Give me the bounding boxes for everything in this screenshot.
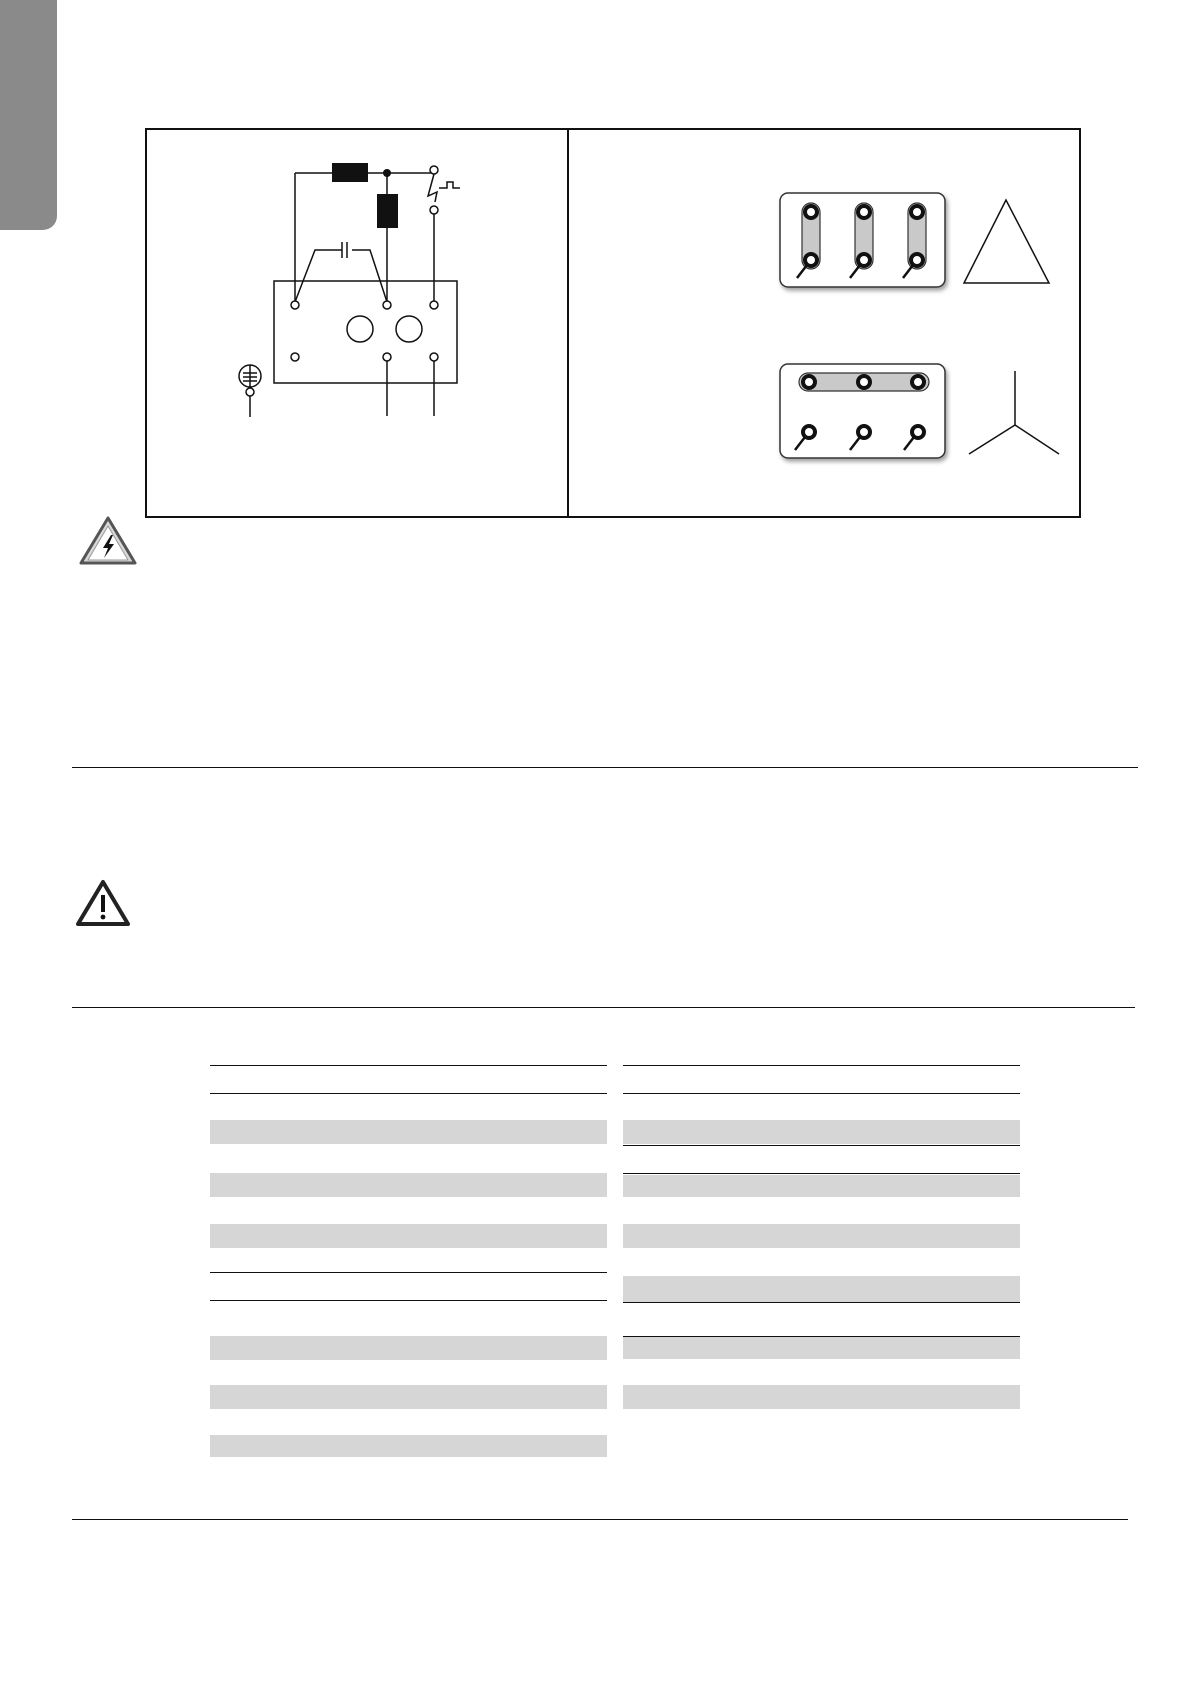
- table-row: [623, 1276, 1020, 1302]
- language-side-tab: [0, 0, 57, 230]
- section-rule-1: [72, 767, 1138, 768]
- data-table-left-column: [210, 1060, 607, 1460]
- delta-connection-terminal-board: [780, 193, 945, 287]
- table-rule: [210, 1272, 607, 1273]
- table-rule: [210, 1093, 607, 1094]
- table-row: [210, 1385, 607, 1409]
- table-rule: [623, 1093, 1020, 1094]
- table-row: [210, 1435, 607, 1457]
- table-rule: [623, 1173, 1020, 1174]
- table-rule: [623, 1302, 1020, 1303]
- table-rule: [210, 1065, 607, 1066]
- wiring-diagram-frame: [145, 128, 1081, 518]
- table-row: [210, 1120, 607, 1144]
- general-warning-icon: [74, 878, 132, 928]
- star-connection-terminal-board: [780, 364, 945, 458]
- table-row: [623, 1120, 1020, 1144]
- electrical-hazard-icon: [78, 515, 138, 567]
- table-row: [623, 1224, 1020, 1248]
- delta-symbol: [964, 200, 1049, 283]
- data-table-right-column: [623, 1060, 1020, 1410]
- table-row: [623, 1175, 1020, 1197]
- table-rule: [210, 1300, 607, 1301]
- table-row: [210, 1336, 607, 1360]
- table-rule: [623, 1065, 1020, 1066]
- table-rule: [623, 1145, 1020, 1146]
- star-symbol: [969, 371, 1059, 454]
- table-row: [210, 1224, 607, 1248]
- table-row: [623, 1337, 1020, 1359]
- table-row: [210, 1173, 607, 1197]
- section-rule-2: [72, 1007, 1135, 1008]
- terminal-board-diagrams: [147, 130, 1079, 516]
- section-rule-3: [72, 1519, 1128, 1520]
- table-row: [623, 1385, 1020, 1409]
